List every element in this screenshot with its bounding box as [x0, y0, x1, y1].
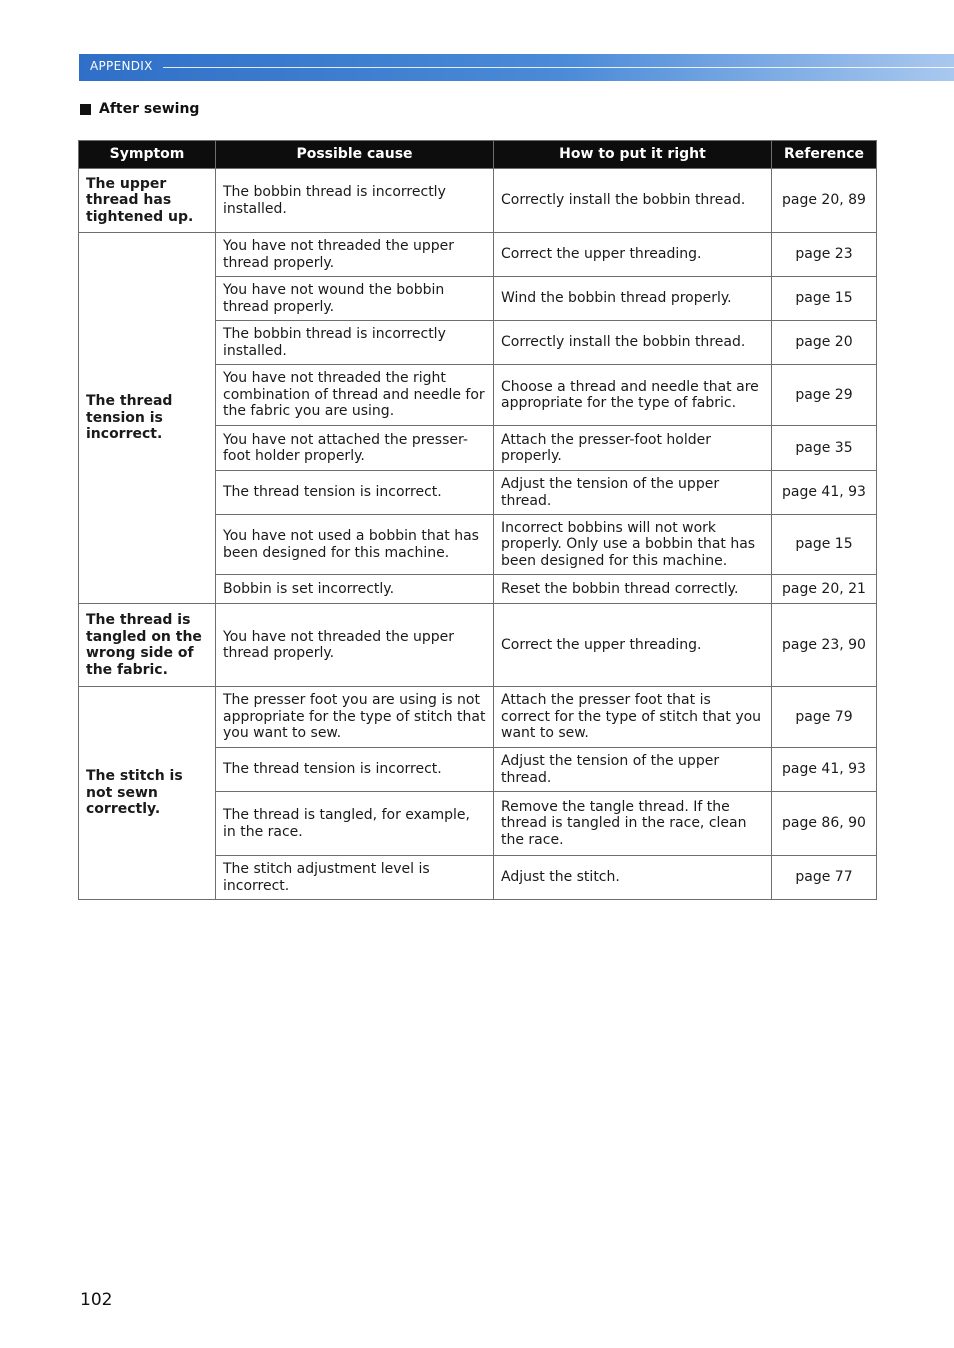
cause-cell: You have not threaded the upper thread properly. [216, 233, 494, 277]
appendix-header-bar [79, 54, 954, 81]
cause-cell: You have not used a bobbin that has been designed for this machine. [216, 515, 494, 575]
symptom-cell: The thread is tangled on the wrong side of the fabric. [79, 604, 216, 687]
table-header-row [79, 141, 877, 169]
table-row [79, 687, 877, 748]
table-row [79, 169, 877, 233]
reference-cell: page 23, 90 [772, 604, 877, 687]
reference-cell: page 41, 93 [772, 748, 877, 792]
reference-cell: page 86, 90 [772, 792, 877, 856]
fix-cell: Correct the upper threading. [494, 604, 772, 687]
header-rule [163, 67, 954, 68]
reference-cell: page 20, 89 [772, 169, 877, 233]
fix-cell: Correctly install the bobbin thread. [494, 169, 772, 233]
fix-cell: Correctly install the bobbin thread. [494, 321, 772, 365]
column-header-reference: Reference [772, 141, 877, 169]
reference-cell: page 15 [772, 277, 877, 321]
fix-cell: Correct the upper threading. [494, 233, 772, 277]
fix-cell: Incorrect bobbins will not work properly. Only use a bobbin that has been designed for this machine. [494, 515, 772, 575]
fix-cell: Reset the bobbin thread correctly. [494, 575, 772, 604]
fix-cell: Attach the presser-foot holder properly. [494, 426, 772, 471]
reference-cell: page 35 [772, 426, 877, 471]
table-row [79, 604, 877, 687]
page-number: 102 [80, 1290, 113, 1310]
cause-cell: You have not threaded the right combination of thread and needle for the fabric you are using. [216, 365, 494, 426]
reference-cell: page 79 [772, 687, 877, 748]
cause-cell: You have not threaded the upper thread properly. [216, 604, 494, 687]
square-bullet-icon [80, 104, 91, 115]
symptom-cell: The stitch is not sewn correctly. [79, 687, 216, 900]
column-header-symptom: Symptom [79, 141, 216, 169]
cause-cell: The thread tension is incorrect. [216, 748, 494, 792]
fix-cell: Adjust the tension of the upper thread. [494, 748, 772, 792]
reference-cell: page 20, 21 [772, 575, 877, 604]
fix-cell: Choose a thread and needle that are appropriate for the type of fabric. [494, 365, 772, 426]
reference-cell: page 29 [772, 365, 877, 426]
cause-cell: The presser foot you are using is not appropriate for the type of stitch that you want to sew. [216, 687, 494, 748]
cause-cell: You have not wound the bobbin thread properly. [216, 277, 494, 321]
reference-cell: page 77 [772, 856, 877, 900]
reference-cell: page 15 [772, 515, 877, 575]
fix-cell: Adjust the tension of the upper thread. [494, 471, 772, 515]
cause-cell: You have not attached the presser-foot holder properly. [216, 426, 494, 471]
symptom-cell: The thread tension is incorrect. [79, 233, 216, 604]
fix-cell: Remove the tangle thread. If the thread is tangled in the race, clean the race. [494, 792, 772, 856]
section-title: After sewing [99, 101, 200, 117]
fix-cell: Adjust the stitch. [494, 856, 772, 900]
section-heading [80, 101, 199, 117]
cause-cell: The stitch adjustment level is incorrect. [216, 856, 494, 900]
troubleshooting-table [78, 140, 877, 900]
reference-cell: page 41, 93 [772, 471, 877, 515]
cause-cell: The thread tension is incorrect. [216, 471, 494, 515]
cause-cell: The bobbin thread is incorrectly installed. [216, 321, 494, 365]
fix-cell: Wind the bobbin thread properly. [494, 277, 772, 321]
column-header-cause: Possible cause [216, 141, 494, 169]
section-label: APPENDIX [90, 59, 153, 73]
reference-cell: page 20 [772, 321, 877, 365]
column-header-fix: How to put it right [494, 141, 772, 169]
symptom-cell: The upper thread has tightened up. [79, 169, 216, 233]
fix-cell: Attach the presser foot that is correct for the type of stitch that you want to sew. [494, 687, 772, 748]
table-row [79, 233, 877, 277]
reference-cell: page 23 [772, 233, 877, 277]
cause-cell: Bobbin is set incorrectly. [216, 575, 494, 604]
cause-cell: The bobbin thread is incorrectly installed. [216, 169, 494, 233]
cause-cell: The thread is tangled, for example, in the race. [216, 792, 494, 856]
